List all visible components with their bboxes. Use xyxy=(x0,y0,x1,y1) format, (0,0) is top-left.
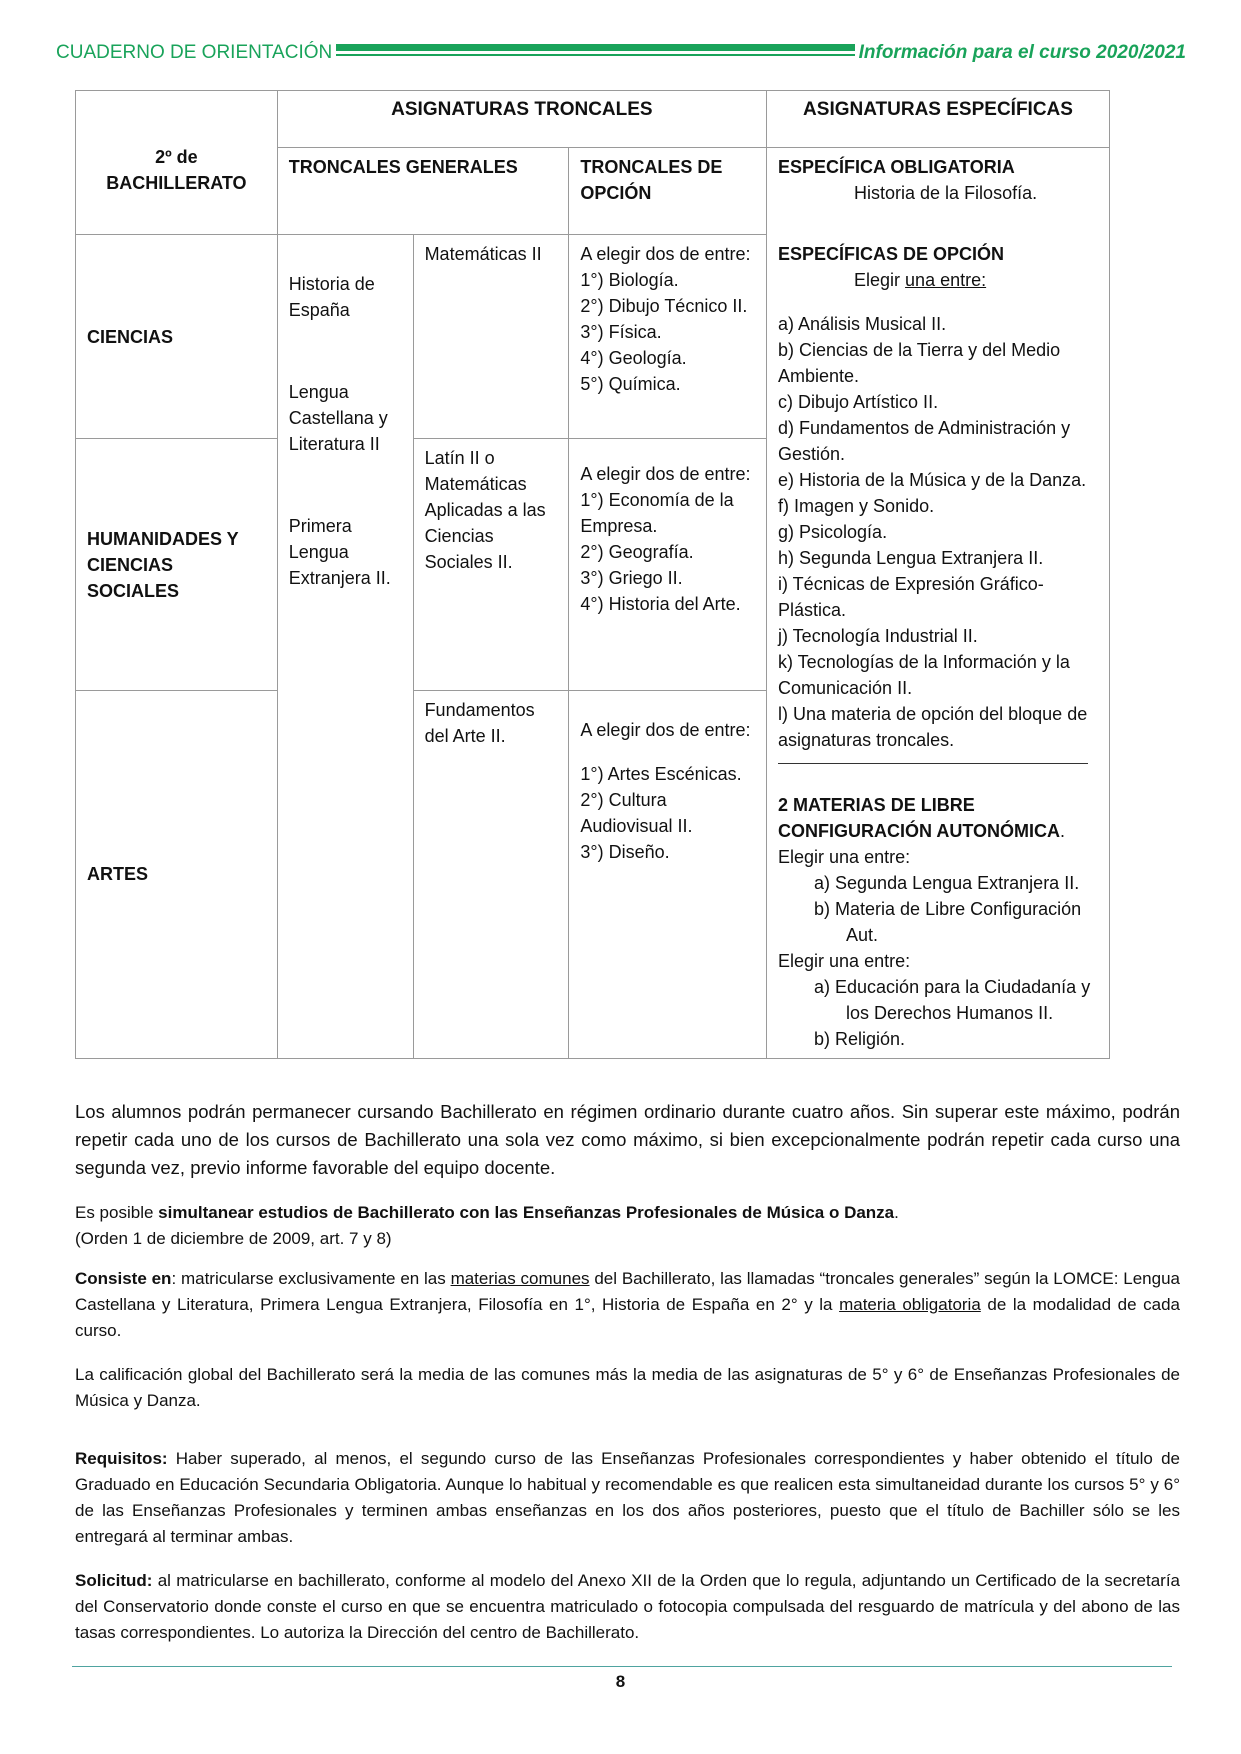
humanidades-opcion-item: 4°) Historia del Arte. xyxy=(580,594,741,615)
opcion-item: b) Ciencias de la Tierra y del Medio Ambiente. xyxy=(778,339,1061,386)
paragraph-permanencia: Los alumnos podrán permanecer cursando Bachillerato en régimen ordinario durante cuatro años. Sin superar este máximo, podrán repetir cada uno de los cursos de Bachillerato una sola vez como máximo, si bien excepcionalmente podrán repetir cada curso una segunda vez, previo informe favorable del equipo docente. xyxy=(75,1101,1180,1178)
libre-instruction-1: Elegir una entre: xyxy=(778,846,911,867)
page-header xyxy=(52,44,1190,64)
especificas-header: ASIGNATURAS ESPECÍFICAS xyxy=(767,91,1110,148)
ciencias-opcion-cell xyxy=(569,235,767,439)
opcion-item: k) Tecnologías de la Información y la Comunicación II. xyxy=(778,651,1070,698)
section-divider xyxy=(778,763,1088,764)
artes-opcion-item: 1°) Artes Escénicas. xyxy=(580,764,742,785)
libre-item: b) Materia de Libre Configuración Aut. xyxy=(814,898,1082,945)
humanidades-opcion-item: 3°) Griego II. xyxy=(580,568,683,589)
opcion-item: h) Segunda Lengua Extranjera II. xyxy=(778,547,1044,568)
general-subject-3: Primera Lengua Extranjera II. xyxy=(288,516,391,588)
paragraph-solicitud: Solicitud: al matricularse en bachillerato, conforme al modelo del Anexo XII de la Orden que lo regula, adjuntando un Certificado de la secretaría del Conservatorio donde conste el curso en que se encuentra matriculado o fotocopia compulsada del resguardo de matrícula y del abono de las tasas correspondientes. Lo autoriza la Dirección del centro de Bachillerato. xyxy=(75,1571,1180,1642)
troncales-generales-header: TRONCALES GENERALES xyxy=(277,148,569,235)
paragraph-consiste: Consiste en: matricularse exclusivamente en las materias comunes del Bachillerato, las llamadas “troncales generales” según la LOMCE: Lengua Castellana y Literatura, Primera Lengua Extranjera, Filosofía en 1°, Historia de España en 2° y la materia obligatoria de la modalidad de cada curso. xyxy=(75,1269,1180,1340)
opcion-item: d) Fundamentos de Administración y Gestión. xyxy=(778,417,1071,464)
humanidades-opcion-item: 2°) Geografía. xyxy=(580,542,694,563)
opcion-item: a) Análisis Musical II. xyxy=(778,313,947,334)
row-label-humanidades: HUMANIDADES Y CIENCIAS SOCIALES xyxy=(76,439,278,691)
libre-item: b) Religión. xyxy=(814,1028,906,1049)
artes-opcion-item: 3°) Diseño. xyxy=(580,842,670,863)
row-label-ciencias: CIENCIAS xyxy=(76,235,278,439)
artes-opcion-intro: A elegir dos de entre: xyxy=(580,720,751,741)
especifica-obligatoria-title: ESPECÍFICA OBLIGATORIA xyxy=(778,157,1015,177)
especificas-opcion-cell xyxy=(767,235,1110,1059)
artes-opcion-cell xyxy=(569,691,767,1058)
ciencias-opcion-item: 4°) Geología. xyxy=(580,348,687,368)
ciencias-materia-cell: Matemáticas II xyxy=(413,235,569,439)
opcion-item: e) Historia de la Música y de la Danza. xyxy=(778,469,1087,490)
opcion-item: l) Una materia de opción del bloque de asignaturas troncales. xyxy=(778,703,1088,750)
header-right-title: Información para el curso 2020/2021 xyxy=(855,42,1190,64)
humanidades-opcion-item: 1°) Economía de la Empresa. xyxy=(580,490,734,537)
page-number: 8 xyxy=(615,1672,626,1691)
paragraph-calificacion: La calificación global del Bachillerato será la media de las comunes más la media de las asignaturas de 5° y 6° de Enseñanzas Profesionales de Música y Danza. xyxy=(75,1365,1180,1410)
table-corner-cell xyxy=(76,91,278,235)
opcion-item: j) Tecnología Industrial II. xyxy=(778,625,978,646)
ciencias-opcion-item: 1°) Biología. xyxy=(580,270,679,290)
course-label: 2º de xyxy=(155,146,198,167)
header-left-title: CUADERNO DE ORIENTACIÓN xyxy=(52,42,336,64)
footer-rule xyxy=(72,1666,1172,1667)
ciencias-opcion-item: 5°) Química. xyxy=(580,374,681,394)
course-name: BACHILLERATO xyxy=(106,172,247,193)
libre-title: 2 MATERIAS DE LIBRE CONFIGURACIÓN AUTONÓMICA. xyxy=(778,794,1066,841)
paragraph-simultanear: Es posible simultanear estudios de Bachillerato con las Enseñanzas Profesionales de Música o Danza. (Orden 1 de diciembre de 2009, art. 7 y 8) xyxy=(75,1203,899,1248)
especificas-opcion-title: ESPECÍFICAS DE OPCIÓN xyxy=(778,243,1005,264)
opcion-item: g) Psicología. xyxy=(778,521,888,542)
row-label-artes: ARTES xyxy=(76,691,278,1058)
general-subject-2: Lengua Castellana y Literatura II xyxy=(288,382,388,454)
subjects-table xyxy=(75,90,1110,1059)
ciencias-opcion-item: 3°) Física. xyxy=(580,322,662,342)
opcion-item: f) Imagen y Sonido. xyxy=(778,495,935,516)
ciencias-opcion-item: 2°) Dibujo Técnico II. xyxy=(580,296,748,316)
ciencias-opcion-intro: A elegir dos de entre: xyxy=(580,244,751,264)
libre-item: a) Educación para la Ciudadanía y los Derechos Humanos II. xyxy=(814,976,1091,1023)
artes-materia-cell: Fundamentos del Arte II. xyxy=(413,691,569,1058)
artes-opcion-item: 2°) Cultura Audiovisual II. xyxy=(580,790,693,837)
opcion-item: i) Técnicas de Expresión Gráfico-Plástica. xyxy=(778,573,1044,620)
general-subject-1: Historia de España xyxy=(288,274,375,320)
libre-item: a) Segunda Lengua Extranjera II. xyxy=(814,872,1080,893)
especifica-obligatoria-item: Historia de la Filosofía. xyxy=(854,183,1038,203)
troncales-opcion-header: TRONCALES DE OPCIÓN xyxy=(569,148,767,235)
especifica-obligatoria-cell xyxy=(767,148,1110,235)
libre-instruction-2: Elegir una entre: xyxy=(778,950,911,971)
humanidades-opcion-cell xyxy=(569,439,767,691)
humanidades-materia-cell: Latín II o Matemáticas Aplicadas a las Ciencias Sociales II. xyxy=(413,439,569,691)
humanidades-opcion-intro: A elegir dos de entre: xyxy=(580,464,751,485)
paragraph-requisitos: Requisitos: Haber superado, al menos, el segundo curso de las Enseñanzas Profesionales correspondientes y haber obtenido el título de Graduado en Educación Secundaria Obligatoria. Aunque lo habitual y recomendable es que realicen esta simultaneidad durante los cursos 5° y 6° de las Enseñanzas Profesionales y terminen ambas enseñanzas en los dos años posteriores, puesto que el título de Bachiller sólo se les entregará al terminar ambas. xyxy=(75,1449,1180,1546)
troncales-generales-cell xyxy=(277,235,413,1059)
opcion-item: c) Dibujo Artístico II. xyxy=(778,391,939,412)
troncales-header: ASIGNATURAS TRONCALES xyxy=(277,91,766,148)
especificas-opcion-instruction: Elegir una entre: xyxy=(854,269,987,290)
